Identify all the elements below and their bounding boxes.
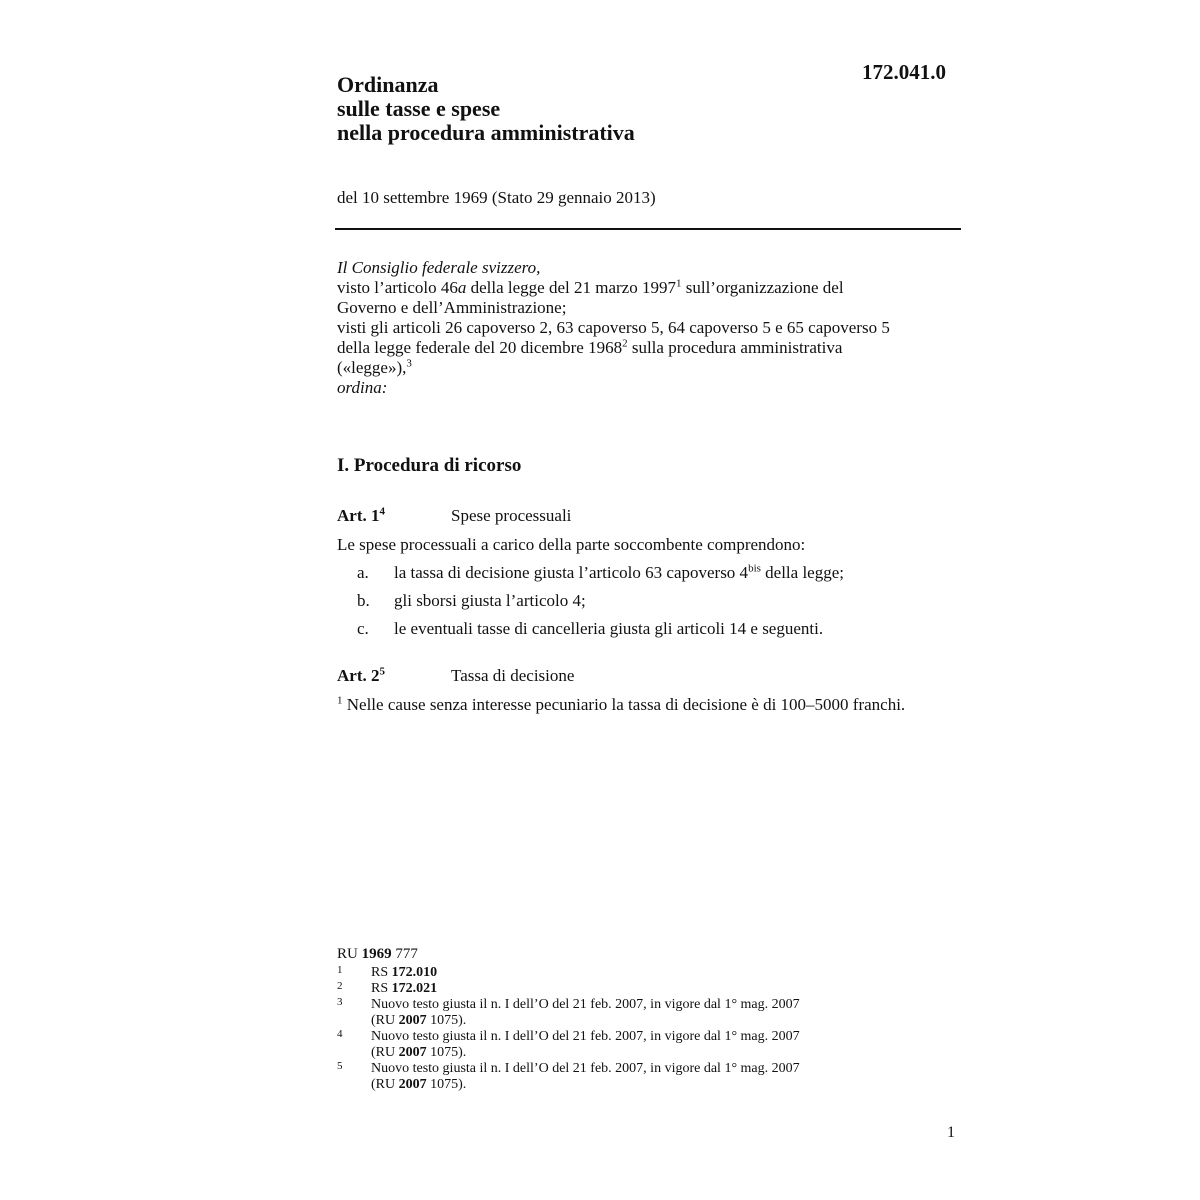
footnote-item (337, 1061, 800, 1093)
article-1-list (357, 563, 844, 647)
title-line: Ordinanza (337, 72, 439, 97)
ru-prefix: RU (337, 946, 362, 962)
ru-year: 1969 (361, 946, 392, 962)
list-item (357, 591, 844, 619)
footnote-number: 3 (337, 996, 343, 1008)
list-letter: c. (357, 619, 369, 638)
footnotes (337, 946, 800, 1093)
footnote-ref[interactable]: 4 (379, 505, 385, 518)
article-number (337, 666, 451, 686)
article-title: Tassa di decisione (451, 666, 575, 685)
footnote-line (371, 1077, 800, 1093)
footnote-number: 4 (337, 1028, 343, 1040)
ru-reference (337, 946, 800, 962)
footnote-bold: 2007 (398, 1077, 427, 1092)
preamble-authority: Il Consiglio federale svizzero, (337, 258, 541, 277)
footnote-line: Nuovo testo giusta il n. I dell’O del 21 feb. 2007, in vigore dal 1° mag. 2007 (371, 997, 800, 1012)
list-text: le eventuali tasse di cancelleria giusta gli articoli 14 e seguenti. (394, 619, 824, 638)
title-line: nella procedura amministrativa (337, 120, 635, 145)
footnote-line: Nuovo testo giusta il n. I dell’O del 21 feb. 2007, in vigore dal 1° mag. 2007 (371, 1061, 800, 1076)
footnote-text: 1075). (426, 1077, 467, 1092)
footnote-line: Nuovo testo giusta il n. I dell’O del 21 feb. 2007, in vigore dal 1° mag. 2007 (371, 1029, 800, 1044)
document-title (337, 73, 635, 145)
footnote-text: RS (371, 965, 392, 980)
preamble-line (337, 338, 957, 358)
preamble-text: sull’organizzazione del (681, 278, 844, 297)
paragraph-number: 1 (337, 694, 343, 707)
list-letter: a. (357, 563, 369, 582)
preamble-line (337, 278, 957, 298)
dateline: del 10 settembre 1969 (Stato 29 gennaio 2013) (337, 188, 656, 207)
footnote-ref[interactable]: 2 (622, 337, 628, 350)
footnote-line (371, 965, 800, 981)
footnote-text: RS (371, 981, 392, 996)
preamble-text: visto l’articolo 46 (337, 278, 458, 297)
article-title: Spese processuali (451, 506, 572, 525)
preamble-line: Governo e dell’Amministrazione; (337, 298, 567, 317)
article-number-text: Art. 1 (337, 506, 380, 525)
footnote-number: 1 (337, 964, 343, 976)
list-text: gli sborsi giusta l’articolo 4; (394, 591, 586, 610)
page-number: 1 (947, 1124, 955, 1141)
footnote-text: (RU (371, 1077, 399, 1092)
footnote-bold: 172.021 (391, 981, 438, 996)
preamble-italic: a (457, 278, 467, 297)
footnote-number: 5 (337, 1060, 343, 1072)
footnote-bold: 2007 (398, 1013, 427, 1028)
title-line: sulle tasse e spese (337, 96, 501, 121)
footnote-bold: 172.010 (391, 965, 438, 980)
preamble-line (337, 358, 957, 378)
header-divider (335, 228, 961, 230)
footnote-text: (RU (371, 1013, 399, 1028)
article-number-text: Art. 2 (337, 666, 380, 685)
article-1-heading (337, 506, 571, 526)
footnote-ref[interactable]: 1 (675, 277, 682, 290)
section-title: I. Procedura di ricorso (337, 455, 522, 476)
preamble (337, 258, 957, 398)
ru-page: 777 (391, 946, 418, 962)
footnote-item (337, 981, 800, 997)
article-number (337, 506, 451, 526)
footnote-ref[interactable]: 5 (379, 665, 385, 678)
list-item (357, 563, 844, 591)
article-2-paragraph (337, 695, 905, 715)
footnote-text: (RU (371, 1045, 399, 1060)
list-text: della legge; (760, 563, 844, 582)
preamble-text: («legge»), (337, 358, 407, 377)
preamble-text: sulla procedura amministrativa (627, 338, 843, 357)
preamble-ordina: ordina: (337, 378, 388, 397)
preamble-text: della legge federale del 20 dicembre 1968 (337, 338, 623, 357)
footnote-line (371, 1045, 800, 1061)
preamble-line: visti gli articoli 26 capoverso 2, 63 capoverso 5, 64 capoverso 5 e 65 capoverso 5 (337, 318, 890, 337)
footnote-text: 1075). (426, 1045, 467, 1060)
footnote-item (337, 997, 800, 1029)
footnote-ref[interactable]: 3 (406, 357, 412, 370)
article-2-heading (337, 666, 574, 686)
footnote-bold: 2007 (398, 1045, 427, 1060)
footnote-line (371, 1013, 800, 1029)
footnote-item (337, 965, 800, 981)
list-text: la tassa di decisione giusta l’articolo 63 capoverso 4 (394, 563, 749, 582)
footnote-text: 1075). (426, 1013, 467, 1028)
footnote-number: 2 (337, 980, 343, 992)
list-item (357, 619, 844, 647)
footnote-item (337, 1029, 800, 1061)
paragraph-text: Nelle cause senza interesse pecuniario la tassa di decisione è di 100–5000 franchi. (342, 695, 906, 714)
footnote-line (371, 981, 800, 997)
preamble-text: della legge del 21 marzo 1997 (466, 278, 676, 297)
article-1-intro: Le spese processuali a carico della parte soccombente comprendono: (337, 535, 806, 554)
list-letter: b. (357, 591, 370, 610)
sr-number: 172.041.0 (862, 60, 946, 84)
superscript: bis (748, 562, 761, 575)
